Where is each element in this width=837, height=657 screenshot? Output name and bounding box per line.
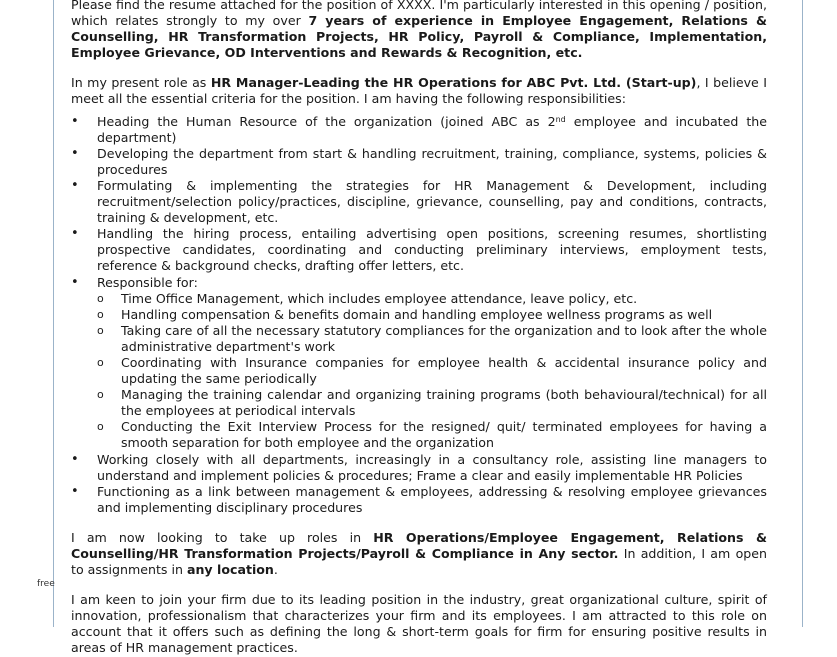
- sub-list-item: o Conducting the Exit Interview Process for the resigned/ quit/ terminated employees for having a smooth separation for both employee and the organization: [71, 419, 767, 451]
- page-border-right: [802, 0, 803, 627]
- sub-list-item: o Coordinating with Insurance companies for employee health & accidental insurance policy and updating the same periodically: [71, 355, 767, 387]
- list-item: • Handling the hiring process, entailing advertising open positions, screening resumes, shortlisting prospective candidates, coordinating and conducting preliminary interviews, employment tests, reference & background checks, drafting offer letters, etc.: [71, 226, 767, 274]
- list-item: • Formulating & implementing the strategies for HR Management & Development, including recruitment/selection policy/practices, discipline, grievance, counselling, pay and conditions, contracts, training & development, etc.: [71, 178, 767, 226]
- side-note: free: [37, 579, 55, 589]
- responsibilities-list: [71, 114, 767, 516]
- responsible-label: Responsible for:: [97, 274, 198, 290]
- responsible-sublist: [97, 291, 767, 452]
- superscript: nd: [555, 114, 566, 124]
- role-paragraph: [71, 75, 767, 107]
- sub-list-item: o Taking care of all the necessary statutory compliances for the organization and to look after the whole administrative department's work: [71, 323, 767, 355]
- sub-list-item: o Managing the training calendar and organizing training programs (both behavioural/technical) for all the employees at periodical intervals: [71, 387, 767, 419]
- intro-experience-highlight: 7 years of experience in Employee Engagement, Relations & Counselling, HR Transformation Projects, HR Policy, Payroll & Compliance, Implementation, Employee Grievance, OD Interventions and Rewards & Recognition, etc.: [71, 13, 767, 61]
- sub-list-item: o Handling compensation & benefits domain and handling employee wellness programs as well: [71, 307, 767, 323]
- keen-paragraph: I am keen to join your firm due to its leading position in the industry, great organizational culture, spirit of innovation, professionalism that characterizes your firm and its employees. I am attracted to this role on account that it offers such as defining the long & short-term goals for firm for ensuring positive results in areas of HR management practices.: [71, 592, 767, 656]
- list-item-responsible-for: [71, 275, 767, 452]
- target-roles: HR Operations/Employee Engagement, Relations & Counselling/HR Transformation Projects/Payroll & Compliance in Any sector.: [71, 529, 768, 561]
- list-item: • Functioning as a link between management & employees, addressing & resolving employee grievances and implementing disciplinary procedures: [71, 484, 767, 516]
- intro-paragraph: [71, 0, 767, 61]
- role-lead: In my present role as: [71, 75, 211, 91]
- role-title: HR Manager-Leading the HR Operations for ABC Pvt. Ltd. (Start-up): [210, 75, 697, 91]
- target-location: any location: [186, 562, 274, 578]
- list-item: • Working closely with all departments, increasingly in a consultancy role, assisting line managers to understand and implement policies & procedures; Frame a clear and easily implementable HR Policies: [71, 452, 767, 484]
- intro-lead: Please find the resume attached for the position of XXXX. I'm particularly interested in this opening / position, which relates strongly to my over: [71, 0, 767, 29]
- list-item: • Heading the Human Resource of the organization (joined ABC as 2nd employee and incubated the department): [71, 114, 767, 146]
- list-item: • Developing the department from start & handling recruitment, training, compliance, systems, policies & procedures: [71, 146, 767, 178]
- sub-list-item: o Time Office Management, which includes employee attendance, leave policy, etc.: [71, 291, 767, 307]
- cover-letter-page: [71, 0, 767, 657]
- role-tail: , I believe I meet all the essential criteria for the position. I am having the following responsibilities:: [71, 75, 767, 107]
- page-border-left: [53, 0, 54, 627]
- looking-paragraph: I am now looking to take up roles in HR Operations/Employee Engagement, Relations & Counselling/HR Transformation Projects/Payroll & Compliance in Any sector. In addition, I am open to assignments in any location.: [71, 529, 768, 578]
